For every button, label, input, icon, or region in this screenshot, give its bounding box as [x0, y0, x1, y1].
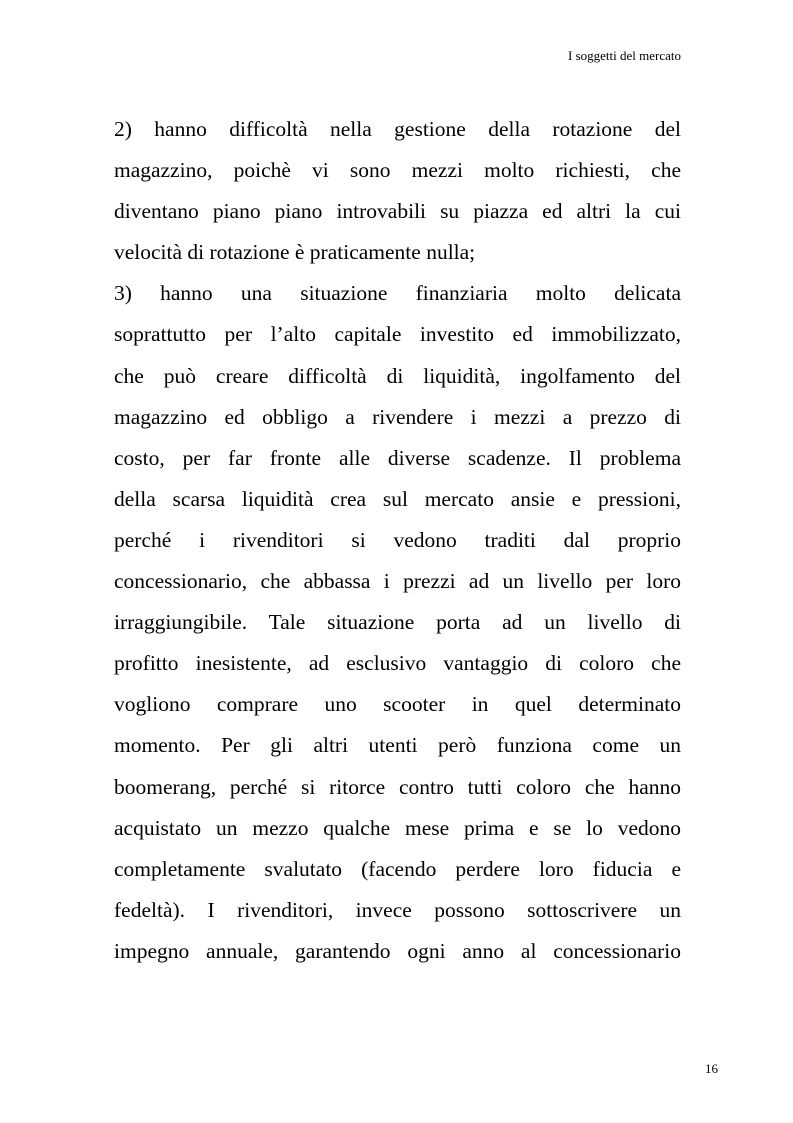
text-line: velocità di rotazione è praticamente nulla; — [114, 240, 476, 265]
text-line: perché i rivenditori si vedono traditi dal proprio — [114, 527, 681, 552]
text-line: vogliono comprare uno scooter in quel determinato — [114, 692, 681, 717]
text-line: della scarsa liquidità crea sul mercato ansie e pressioni, — [114, 486, 681, 511]
text-line: magazzino ed obbligo a rivendere i mezzi a prezzo di — [114, 404, 681, 429]
text-line: momento. Per gli altri utenti però funziona come un — [114, 733, 681, 758]
body-text — [114, 109, 681, 972]
text-line: concessionario, che abbassa i prezzi ad un livello per loro — [114, 569, 681, 594]
text-line: magazzino, poichè vi sono mezzi molto richiesti, che — [114, 158, 681, 183]
text-line: diventano piano piano introvabili su piazza ed altri la cui — [114, 199, 681, 224]
text-line: costo, per far fronte alle diverse scadenze. Il problema — [114, 445, 681, 470]
text-line: 3) hanno una situazione finanziaria molto delicata — [114, 281, 681, 306]
running-header: I soggetti del mercato — [568, 48, 681, 63]
text-line: che può creare difficoltà di liquidità, ingolfamento del — [114, 363, 681, 388]
text-line: impegno annuale, garantendo ogni anno al concessionario — [114, 938, 681, 963]
text-line: fedeltà). I rivenditori, invece possono sottoscrivere un — [114, 897, 681, 922]
text-line: boomerang, perché si ritorce contro tutti coloro che hanno — [114, 774, 681, 799]
page-number: 16 — [705, 1061, 718, 1076]
text-line: 2) hanno difficoltà nella gestione della rotazione del — [114, 117, 681, 141]
text-line: irraggiungibile. Tale situazione porta ad un livello di — [114, 610, 681, 635]
text-line: acquistato un mezzo qualche mese prima e se lo vedono — [114, 815, 681, 840]
text-line: soprattutto per l’alto capitale investito ed immobilizzato, — [114, 322, 681, 347]
text-line: profitto inesistente, ad esclusivo vantaggio di coloro che — [114, 651, 681, 676]
text-line: completamente svalutato (facendo perdere loro fiducia e — [114, 856, 681, 881]
